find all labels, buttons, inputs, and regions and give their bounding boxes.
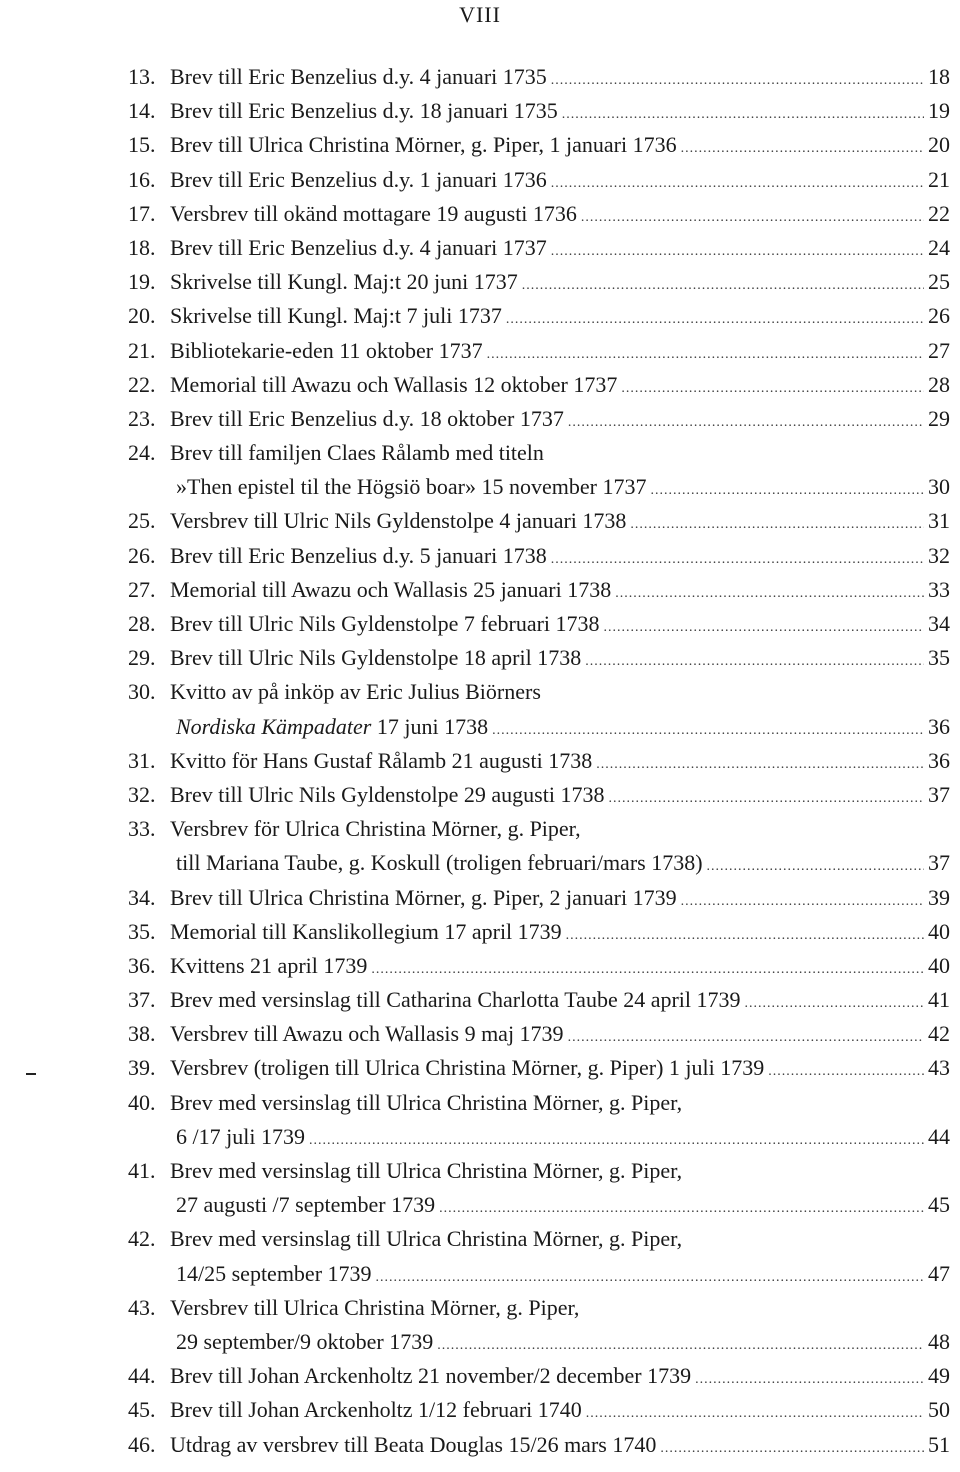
toc-entry-line xyxy=(0,539,960,573)
toc-entry-number: 26. xyxy=(128,542,156,568)
toc-entry-page: 45 xyxy=(928,1192,950,1218)
toc-entry-number: 35. xyxy=(128,918,156,944)
toc-entry xyxy=(0,197,960,231)
toc-entry-page: 32 xyxy=(928,542,950,568)
toc-entry-title: Brev med versinslag till Catharina Charlotta Taube 24 april 1739 xyxy=(170,987,741,1013)
leader-dots xyxy=(437,1329,924,1363)
toc-entry-line xyxy=(0,573,960,607)
toc-entry xyxy=(0,402,960,436)
leader-dots xyxy=(568,1021,924,1055)
toc-entry-title: Brev till familjen Claes Rålamb med titeln xyxy=(170,440,544,466)
toc-entry-line xyxy=(0,744,960,778)
toc-entry-title: Kvitto av på inköp av Eric Julius Biörners xyxy=(170,679,541,705)
toc-entry xyxy=(0,1428,960,1462)
toc-entry-title: 29 september/9 oktober 1739 xyxy=(176,1328,434,1354)
leader-dots xyxy=(630,508,924,542)
toc-entry-line xyxy=(0,163,960,197)
toc-entry-number: 34. xyxy=(128,884,156,910)
leader-dots xyxy=(568,406,924,440)
toc-entry-page: 31 xyxy=(928,508,950,534)
leader-dots xyxy=(660,1432,924,1466)
leader-dots xyxy=(487,338,924,372)
toc-entry-page: 37 xyxy=(928,781,950,807)
toc-entry xyxy=(0,1086,960,1154)
toc-entry-title: Brev till Ulric Nils Gyldenstolpe 29 augusti 1738 xyxy=(170,781,605,807)
toc-entry xyxy=(0,60,960,94)
toc-entry-title: Brev till Eric Benzelius d.y. 1 januari 1736 xyxy=(170,166,547,192)
toc-entry-line xyxy=(0,1359,960,1393)
leader-dots xyxy=(551,543,924,577)
toc-entry-number: 28. xyxy=(128,611,156,636)
toc-entry-line xyxy=(0,402,960,436)
leader-dots xyxy=(506,303,924,337)
toc-entry xyxy=(0,881,960,915)
leader-dots xyxy=(745,987,924,1021)
toc-entry-number: 44. xyxy=(128,1363,156,1389)
toc-entry-title: 14/25 september 1739 xyxy=(176,1260,372,1286)
toc-entry-continuation xyxy=(0,470,960,504)
toc-entry-number: 25. xyxy=(128,508,156,534)
toc-entry-page: 36 xyxy=(928,713,950,739)
toc-entry-number: 36. xyxy=(128,952,156,978)
toc-entry-number: 21. xyxy=(128,337,156,363)
toc-entry-title: Memorial till Awazu och Wallasis 12 oktober 1737 xyxy=(170,371,618,397)
toc-entry-title: Brev till Eric Benzelius d.y. 5 januari 1738 xyxy=(170,542,547,568)
leader-dots xyxy=(586,1397,924,1431)
toc-entry-number: 45. xyxy=(128,1397,156,1423)
leader-dots xyxy=(551,64,924,98)
toc-entry xyxy=(0,573,960,607)
toc-entry-title: 27 augusti /7 september 1739 xyxy=(176,1192,436,1218)
toc-entry-title: Brev till Ulrica Christina Mörner, g. Piper, 2 januari 1739 xyxy=(170,884,677,910)
toc-entry xyxy=(0,641,960,675)
toc-entry-line xyxy=(0,812,960,846)
toc-entry xyxy=(0,128,960,162)
toc-entry xyxy=(0,1291,960,1359)
toc-entry-page: 40 xyxy=(928,952,950,978)
toc-entry-page: 39 xyxy=(928,884,950,910)
toc-entry-title: 6 /17 juli 1739 xyxy=(176,1123,305,1149)
toc-entry-page: 20 xyxy=(928,132,950,158)
toc-entry xyxy=(0,1393,960,1427)
toc-entry-page: 27 xyxy=(928,337,950,363)
leader-dots xyxy=(371,953,924,987)
toc-entry-line xyxy=(0,128,960,162)
toc-entry-line xyxy=(0,1428,960,1462)
toc-entry-title: Versbrev (troligen till Ulrica Christina Mörner, g. Piper) 1 juli 1739 xyxy=(170,1055,765,1081)
toc-entry-number: 22. xyxy=(128,371,156,397)
toc-entry xyxy=(0,299,960,333)
leader-dots xyxy=(681,132,924,166)
toc-entry-title: Brev med versinslag till Ulrica Christina Mörner, g. Piper, xyxy=(170,1226,683,1252)
toc-entry-page: 22 xyxy=(928,200,950,226)
toc-entry-number: 19. xyxy=(128,269,156,295)
toc-entry-title: Versbrev till okänd mottagare 19 augusti 1736 xyxy=(170,200,577,226)
toc-entry xyxy=(0,436,960,504)
toc-entry-page: 36 xyxy=(928,747,950,773)
toc-entry-number: 37. xyxy=(128,987,156,1013)
toc-entry-title: Bibliotekarie-eden 11 oktober 1737 xyxy=(170,337,483,363)
toc-entry xyxy=(0,368,960,402)
toc-entry-line xyxy=(0,1291,960,1325)
toc-entry-line xyxy=(0,607,960,641)
toc-entry-line xyxy=(0,94,960,128)
leader-dots xyxy=(551,167,924,201)
leader-dots xyxy=(562,98,924,132)
toc-entry-line xyxy=(0,231,960,265)
toc-entry-continuation xyxy=(0,1120,960,1154)
toc-entry xyxy=(0,812,960,880)
toc-entry-line xyxy=(0,1051,960,1085)
toc-entry-number: 23. xyxy=(128,405,156,431)
toc-entry xyxy=(0,744,960,778)
toc-entry-page: 33 xyxy=(928,576,950,602)
toc-entry-line xyxy=(0,197,960,231)
toc-entry-title: Brev till Ulric Nils Gyldenstolpe 7 februari 1738 xyxy=(170,611,600,636)
toc-entry-number: 17. xyxy=(128,200,156,226)
leader-dots xyxy=(376,1261,924,1295)
toc-entry-title: Skrivelse till Kungl. Maj:t 20 juni 1737 xyxy=(170,269,518,295)
toc-entry-title: Brev till Johan Arckenholtz 1/12 februari 1740 xyxy=(170,1397,582,1423)
toc-entry-page: 30 xyxy=(928,474,950,500)
toc-entry-number: 30. xyxy=(128,679,156,705)
leader-dots xyxy=(566,919,924,953)
toc-entry-continuation xyxy=(0,1188,960,1222)
leader-dots xyxy=(695,1363,924,1397)
toc-entry xyxy=(0,1017,960,1051)
toc-entry-line xyxy=(0,1017,960,1051)
toc-entry-page: 44 xyxy=(928,1123,950,1149)
leader-dots xyxy=(604,611,924,645)
toc-entry xyxy=(0,949,960,983)
toc-entry-number: 41. xyxy=(128,1158,156,1183)
toc-entry-page: 19 xyxy=(928,98,950,124)
toc-entry-number: 46. xyxy=(128,1431,156,1457)
toc-entry-line xyxy=(0,881,960,915)
toc-entry xyxy=(0,504,960,538)
toc-entry-number: 24. xyxy=(128,440,156,466)
toc-entry-page: 26 xyxy=(928,303,950,329)
toc-entry xyxy=(0,539,960,573)
toc-entry-line xyxy=(0,504,960,538)
toc-entry xyxy=(0,778,960,812)
toc-entry-title: Versbrev till Ulric Nils Gyldenstolpe 4 januari 1738 xyxy=(170,508,627,534)
toc-entry-line xyxy=(0,1154,960,1188)
toc-entry-number: 40. xyxy=(128,1089,156,1115)
toc-entry xyxy=(0,1154,960,1222)
toc-entry-page: 48 xyxy=(928,1328,950,1354)
toc-entry xyxy=(0,231,960,265)
toc-entry-title: Brev till Eric Benzelius d.y. 4 januari 1735 xyxy=(170,64,547,89)
toc-entry-title: Skrivelse till Kungl. Maj:t 7 juli 1737 xyxy=(170,303,502,329)
toc-entry-page: 41 xyxy=(928,987,950,1013)
toc-entry-title: Brev till Eric Benzelius d.y. 18 januari 1735 xyxy=(170,98,558,124)
leader-dots xyxy=(707,850,924,884)
leader-dots xyxy=(439,1192,924,1226)
toc-entry xyxy=(0,1359,960,1393)
toc-entry-line xyxy=(0,983,960,1017)
toc-entry-number: 15. xyxy=(128,132,156,158)
toc-entry-page: 43 xyxy=(928,1055,950,1081)
leader-dots xyxy=(551,235,924,269)
toc-entry-title: till Mariana Taube, g. Koskull (troligen februari/mars 1738) xyxy=(176,850,703,876)
leader-dots xyxy=(615,577,924,611)
toc-entry xyxy=(0,1051,960,1085)
leader-dots xyxy=(309,1124,924,1158)
toc-entry-line xyxy=(0,1086,960,1120)
toc-entry-continuation xyxy=(0,846,960,880)
toc-entry-title: Brev till Ulrica Christina Mörner, g. Piper, 1 januari 1736 xyxy=(170,132,677,158)
toc-entry-title: Nordiska Kämpadater 17 juni 1738 xyxy=(176,713,489,739)
toc-entry-page: 47 xyxy=(928,1260,950,1286)
toc-entry-number: 43. xyxy=(128,1294,156,1320)
toc-entry-line xyxy=(0,334,960,368)
toc-entry-title: Brev med versinslag till Ulrica Christina Mörner, g. Piper, xyxy=(170,1089,683,1115)
toc-entry-line xyxy=(0,299,960,333)
margin-dash xyxy=(26,1073,36,1075)
toc-entry-title: Brev till Eric Benzelius d.y. 18 oktober 1737 xyxy=(170,405,564,431)
toc-entry-title: Versbrev för Ulrica Christina Mörner, g. Piper, xyxy=(170,816,581,842)
toc-entry-page: 21 xyxy=(928,166,950,192)
leader-dots xyxy=(492,714,924,748)
toc-entry-continuation xyxy=(0,1257,960,1291)
toc-entry xyxy=(0,1222,960,1290)
toc-entry-page: 50 xyxy=(928,1397,950,1423)
toc-entry-line xyxy=(0,1222,960,1256)
toc-entry-line xyxy=(0,368,960,402)
leader-dots xyxy=(608,782,924,816)
toc-entry-page: 25 xyxy=(928,269,950,295)
leader-dots xyxy=(522,269,924,303)
toc-entry-title: Versbrev till Awazu och Wallasis 9 maj 1739 xyxy=(170,1021,564,1047)
toc-entry-title: Brev till Johan Arckenholtz 21 november/2 december 1739 xyxy=(170,1363,692,1389)
toc-entry-title: Versbrev till Ulrica Christina Mörner, g. Piper, xyxy=(170,1294,580,1320)
toc-entry-number: 33. xyxy=(128,816,156,842)
toc-entry-continuation xyxy=(0,1325,960,1359)
page-number: VIII xyxy=(459,2,501,27)
toc-entry-title: Memorial till Awazu och Wallasis 25 januari 1738 xyxy=(170,576,612,602)
toc-entry-number: 32. xyxy=(128,781,156,807)
leader-dots xyxy=(585,645,924,679)
toc-entry-page: 37 xyxy=(928,850,950,876)
toc-entry xyxy=(0,675,960,743)
toc-entry xyxy=(0,265,960,299)
toc-entry-page: 49 xyxy=(928,1363,950,1389)
toc-entry-line xyxy=(0,60,960,94)
toc-entry-number: 20. xyxy=(128,303,156,329)
toc-entry-title: Brev till Ulric Nils Gyldenstolpe 18 april 1738 xyxy=(170,645,582,671)
toc-entry-number: 27. xyxy=(128,576,156,602)
toc-entry-page: 34 xyxy=(928,611,950,636)
toc-entry-number: 29. xyxy=(128,645,156,671)
toc-entry-title: Utdrag av versbrev till Beata Douglas 15/26 mars 1740 xyxy=(170,1431,657,1457)
leader-dots xyxy=(581,201,924,235)
toc-entry-title: Memorial till Kanslikollegium 17 april 1739 xyxy=(170,918,562,944)
toc-entry-page: 51 xyxy=(928,1431,950,1457)
toc-entry-line xyxy=(0,949,960,983)
toc-entry xyxy=(0,915,960,949)
toc-entry-number: 13. xyxy=(128,64,156,89)
toc-entry-title: »Then epistel til the Högsiö boar» 15 november 1737 xyxy=(176,474,647,500)
toc-entry-line xyxy=(0,641,960,675)
toc-entry-page: 42 xyxy=(928,1021,950,1047)
toc-entry-page: 35 xyxy=(928,645,950,671)
toc-entry-page: 24 xyxy=(928,234,950,260)
toc-entry-line xyxy=(0,915,960,949)
toc-entry-line xyxy=(0,1393,960,1427)
leader-dots xyxy=(681,885,924,919)
toc-entry-title: Kvitto för Hans Gustaf Rålamb 21 augusti 1738 xyxy=(170,747,593,773)
toc-entry-page: 18 xyxy=(928,64,950,89)
leader-dots xyxy=(650,474,924,508)
toc-entry-line xyxy=(0,436,960,470)
toc-entry xyxy=(0,607,960,641)
leader-dots xyxy=(768,1055,924,1089)
toc-entry-number: 18. xyxy=(128,234,156,260)
toc-entry-continuation xyxy=(0,710,960,744)
toc-entry-number: 14. xyxy=(128,98,156,124)
toc-entry-page: 28 xyxy=(928,371,950,397)
toc-entry xyxy=(0,983,960,1017)
toc-entry xyxy=(0,334,960,368)
toc-entry-title: Brev med versinslag till Ulrica Christina Mörner, g. Piper, xyxy=(170,1158,683,1183)
toc-entry-title: Brev till Eric Benzelius d.y. 4 januari 1737 xyxy=(170,234,547,260)
toc-entry-line xyxy=(0,675,960,709)
toc-entry xyxy=(0,94,960,128)
toc-entry xyxy=(0,163,960,197)
toc-entry-number: 16. xyxy=(128,166,156,192)
toc-entry-line xyxy=(0,265,960,299)
toc-entry-line xyxy=(0,778,960,812)
toc-entry-number: 39. xyxy=(128,1055,156,1081)
toc-entry-number: 31. xyxy=(128,747,156,773)
toc-entry-number: 38. xyxy=(128,1021,156,1047)
toc-entry-number: 42. xyxy=(128,1226,156,1252)
toc-entry-page: 29 xyxy=(928,405,950,431)
toc-entry-page: 40 xyxy=(928,918,950,944)
leader-dots xyxy=(621,372,924,406)
table-of-contents xyxy=(0,60,960,1462)
toc-entry-title: Kvittens 21 april 1739 xyxy=(170,952,368,978)
leader-dots xyxy=(596,748,924,782)
